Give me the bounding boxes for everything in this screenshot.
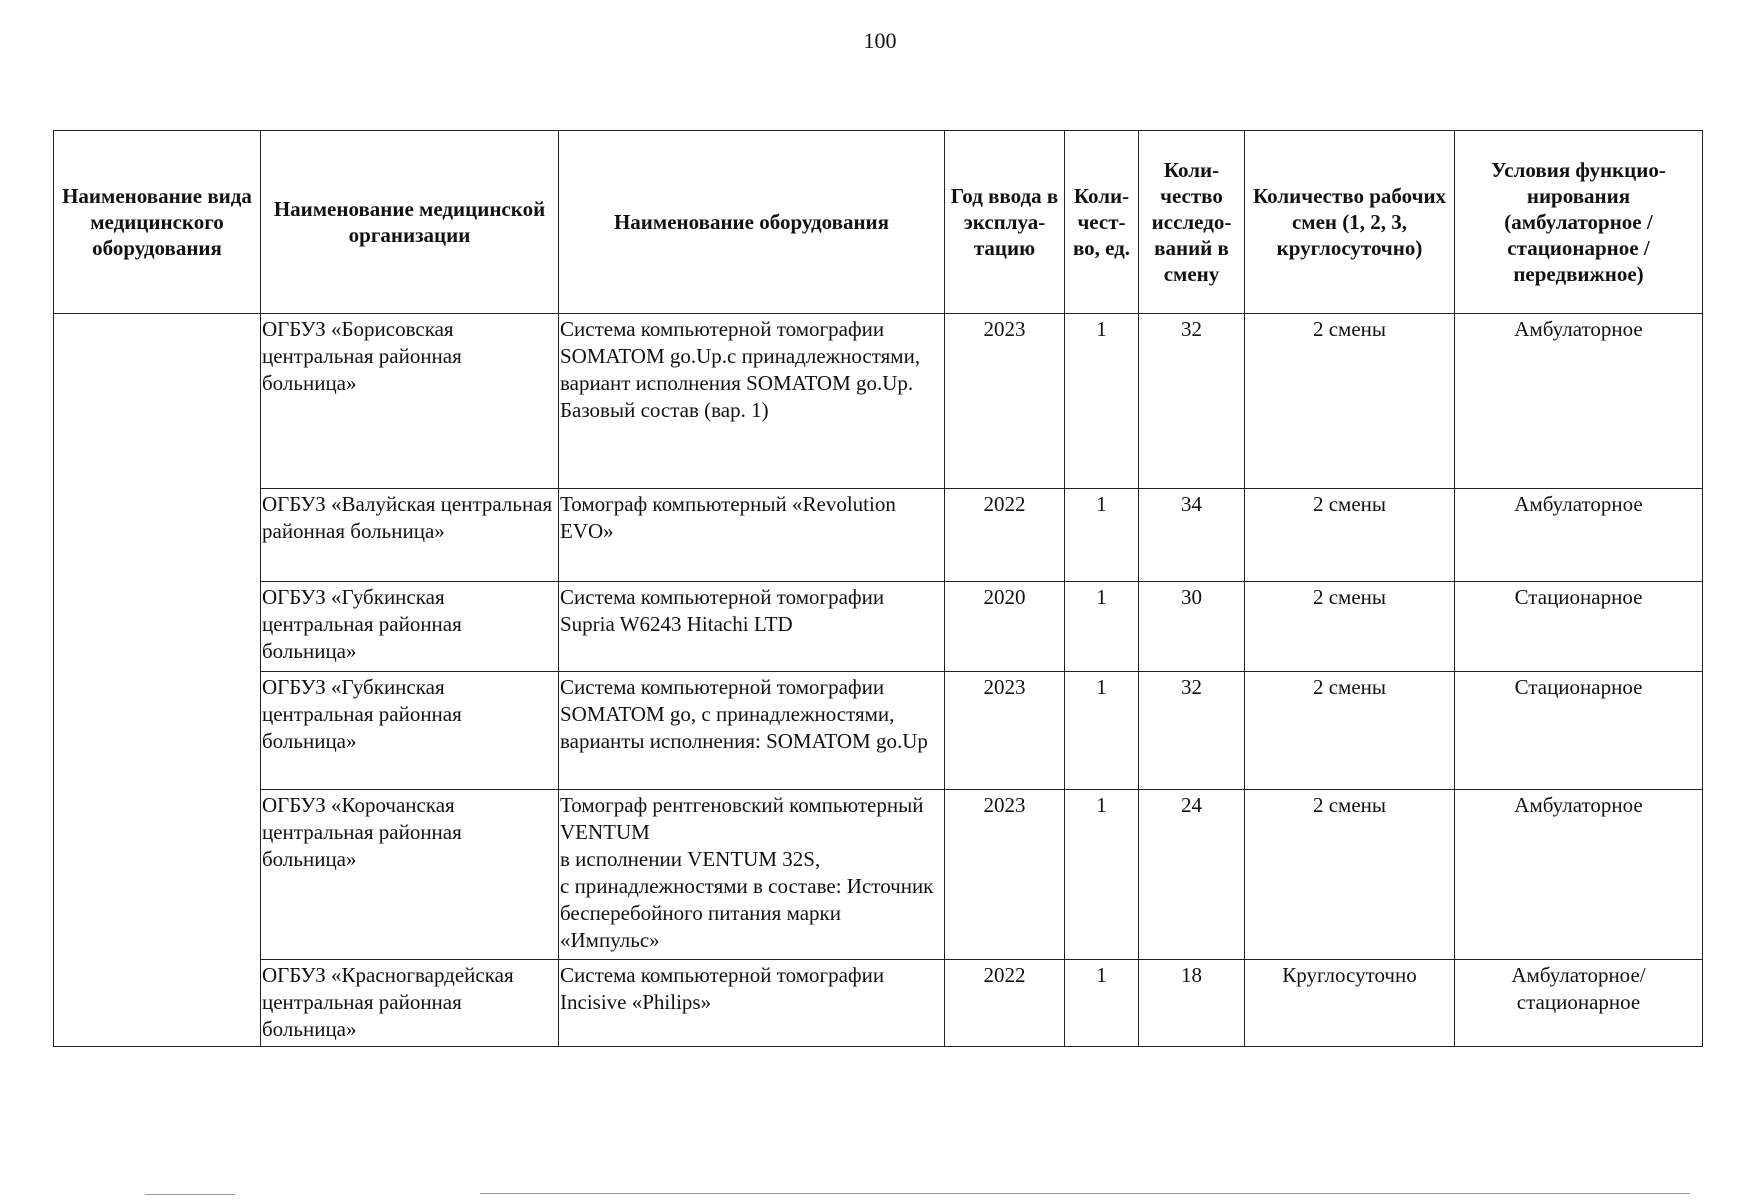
shifts-cell: Круглосуточно [1245,960,1455,1047]
shifts-cell: 2 смены [1245,790,1455,960]
header-row [54,131,1703,314]
quantity-cell: 1 [1065,672,1139,790]
year-cell: 2023 [945,314,1065,489]
scan-edge-line [145,1194,235,1195]
page-number: 100 [863,28,897,53]
conditions-cell: Стационарное [1455,582,1703,672]
shifts-cell: 2 смены [1245,314,1455,489]
equipment-name-cell: Система компьютерной томографии SOMATOM go.Up.c принадлежностями, вариант исполнения SOMATOM go.Up. Базовый состав (вар. 1) [559,314,945,489]
conditions-cell: Амбулаторное/ стационарное [1455,960,1703,1047]
header-organization: Наименование медицинской организации [261,131,559,314]
studies-cell: 30 [1139,582,1245,672]
table-row [54,582,1703,672]
header-equipment-name: Наименование оборудования [559,131,945,314]
table-row [54,314,1703,489]
studies-cell: 18 [1139,960,1245,1047]
shifts-cell: 2 смены [1245,582,1455,672]
header-quantity: Коли-чест-во, ед. [1065,131,1139,314]
studies-cell: 32 [1139,314,1245,489]
table-row [54,489,1703,582]
conditions-cell: Стационарное [1455,672,1703,790]
organization-cell: ОГБУЗ «Валуйская центральная районная больница» [261,489,559,582]
equipment-table [53,130,1703,1047]
table-row [54,790,1703,960]
header-conditions: Условия функцио-нирования (амбулаторное / стационарное / передвижное) [1455,131,1703,314]
conditions-cell: Амбулаторное [1455,314,1703,489]
shifts-cell: 2 смены [1245,489,1455,582]
quantity-cell: 1 [1065,582,1139,672]
year-cell: 2022 [945,960,1065,1047]
studies-cell: 34 [1139,489,1245,582]
shifts-cell: 2 смены [1245,672,1455,790]
table-row [54,960,1703,1047]
header-equipment-type: Наименование вида медицинского оборудования [54,131,261,314]
quantity-cell: 1 [1065,489,1139,582]
organization-cell: ОГБУЗ «Борисовская центральная районная больница» [261,314,559,489]
organization-cell: ОГБУЗ «Губкинская центральная районная больница» [261,582,559,672]
equipment-type-cell [54,314,261,1047]
quantity-cell: 1 [1065,314,1139,489]
header-shifts: Количество рабочих смен (1, 2, 3, круглосуточно) [1245,131,1455,314]
header-year: Год ввода в эксплуа-тацию [945,131,1065,314]
organization-cell: ОГБУЗ «Корочанская центральная районная больница» [261,790,559,960]
year-cell: 2020 [945,582,1065,672]
quantity-cell: 1 [1065,960,1139,1047]
equipment-name-cell: Система компьютерной томографии SOMATOM go, с принадлежностями, варианты исполнения: SOMATOM go.Up [559,672,945,790]
year-cell: 2023 [945,790,1065,960]
table-row [54,672,1703,790]
conditions-cell: Амбулаторное [1455,489,1703,582]
studies-cell: 24 [1139,790,1245,960]
year-cell: 2022 [945,489,1065,582]
equipment-name-cell: Томограф компьютерный «Revolution EVO» [559,489,945,582]
equipment-name-cell: Система компьютерной томографии Supria W6243 Hitachi LTD [559,582,945,672]
scan-edge-line [480,1193,1690,1194]
header-studies: Коли-чество исследо-ваний в смену [1139,131,1245,314]
conditions-cell: Амбулаторное [1455,790,1703,960]
equipment-name-cell: Система компьютерной томографии Incisive «Philips» [559,960,945,1047]
organization-cell: ОГБУЗ «Красногвардейская центральная районная больница» [261,960,559,1047]
studies-cell: 32 [1139,672,1245,790]
quantity-cell: 1 [1065,790,1139,960]
year-cell: 2023 [945,672,1065,790]
organization-cell: ОГБУЗ «Губкинская центральная районная больница» [261,672,559,790]
equipment-name-cell: Томограф рентгеновский компьютерный VENTUM в исполнении VENTUM 32S, с принадлежностями в составе: Источник бесперебойного питания марки «Импульс» [559,790,945,960]
